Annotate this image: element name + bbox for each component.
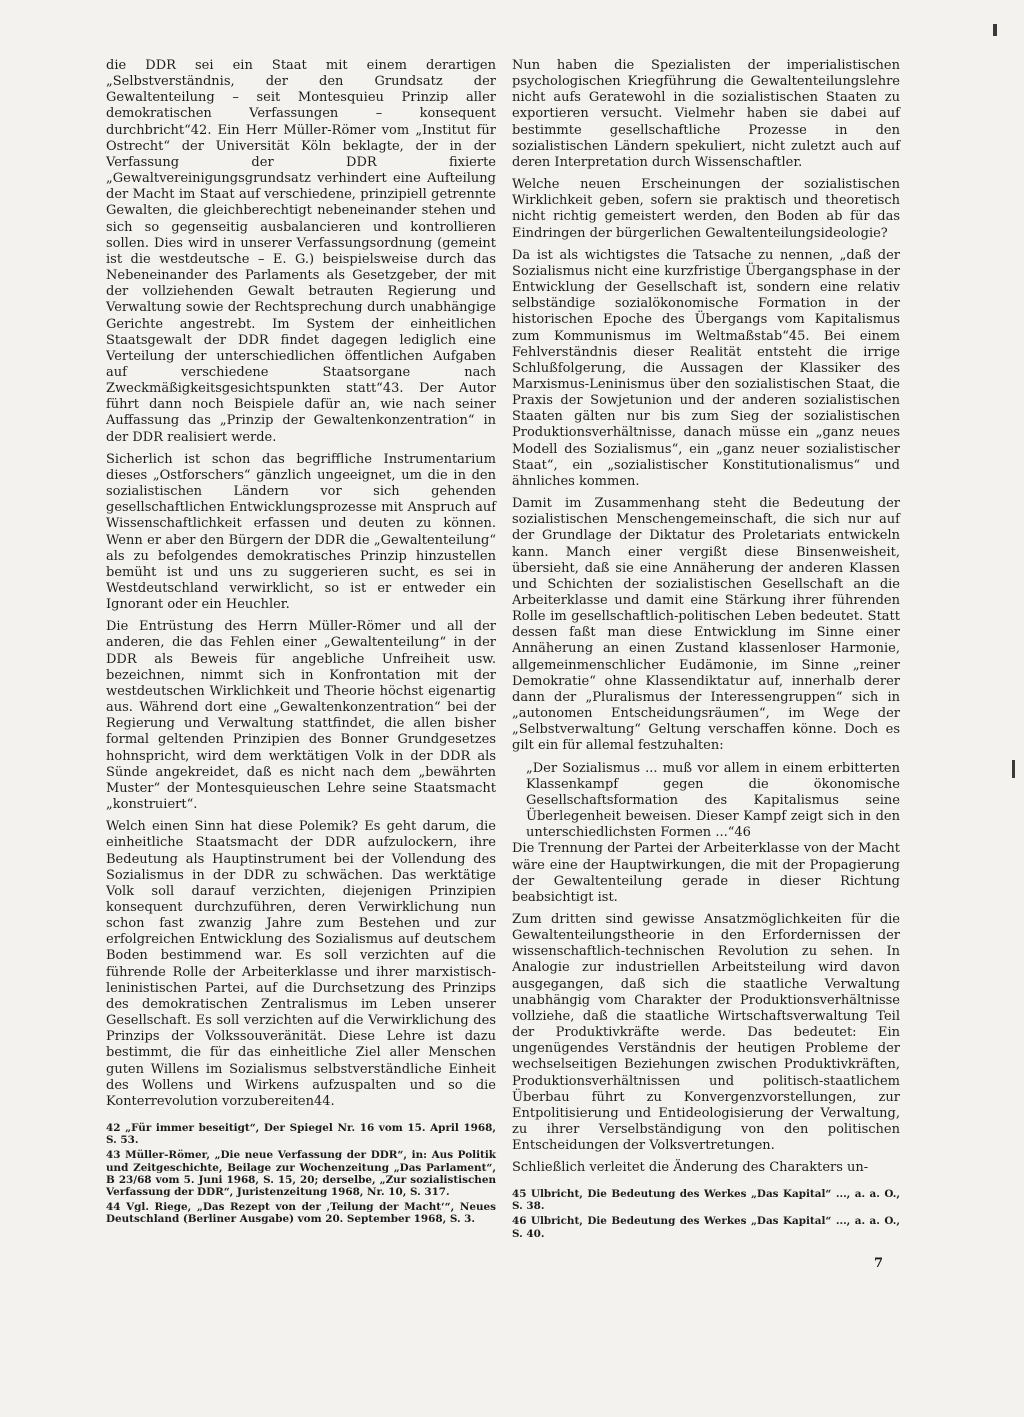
paragraph: Da ist als wichtigstes die Tatsache zu nennen, „daß der Sozialismus nicht eine kurzfristige Übergangsphase in der Entwicklung der Gesellschaft ist, sondern eine relativ selbständige sozialökonomische Formation in der historischen Epoche des Übergangs vom Kapitalismus zum Kommunismus im Weltmaßstab“45. Bei einem Fehlverständnis dieser Realität entsteht die irrige Schlußfolgerung, die Aussagen der Klassiker des Marxismus-Leninismus über den sozialistischen Staat, die Praxis der Sowjetunion und der anderen sozialistischen Staaten gälten nur bis zum Sieg der sozialistischen Produktionsverhältnisse, danach müsse ein „ganz neues Modell des Sozialismus“, ein „ganz neuer sozialistischer Staat“, ein „sozialistischer Konstitutionalismus“ und ähnliches kommen. xyxy=(512,247,900,489)
footnotes-right xyxy=(512,1188,900,1243)
paragraph: Nun haben die Spezialisten der imperialistischen psychologischen Kriegführung die Gewaltenteilungslehre nicht aufs Geratewohl in die sozialistischen Staaten zu exportieren versucht. Vielmehr haben sie dabei auf bestimmte gesellschaftliche Prozesse in den sozialistischen Ländern spekuliert, nicht zuletzt auch auf deren Interpretation durch Wissenschaftler. xyxy=(512,58,900,170)
paragraph: Schließlich verleitet die Änderung des Charakters un- xyxy=(512,1160,869,1176)
footnote-44: 44 Vgl. Riege, „Das Rezept von der ‚Teilung der Macht‘“, Neues Deutschland (Berliner Ausgabe) vom 20. September 1968, S. 3. xyxy=(106,1201,496,1226)
paragraph: Welche neuen Erscheinungen der sozialistischen Wirklichkeit geben, sofern sie praktisch und theoretisch nicht richtig gemeistert werden, den Boden ab für das Eindringen der bürgerlichen Gewaltenteilungsideologie? xyxy=(512,177,900,241)
page-number: 7 xyxy=(874,1256,884,1271)
scan-mark xyxy=(993,24,997,36)
footnotes-left xyxy=(106,1122,496,1229)
paragraph: Sicherlich ist schon das begriffliche Instrumentarium dieses „Ostforschers“ gänzlich ungeeignet, um die in den sozialistischen Ländern vor sich gehenden gesellschaftlichen Entwicklungsprozesse mit Anspruch auf Wissenschaftlichkeit erfassen und deuten zu können. Wenn er aber den Bürgern der DDR die „Gewaltenteilung“ als zu befolgendes demokratisches Prinzip hinzustellen bemüht ist und uns zu suggerieren sucht, es sei in Westdeutschland verwirklicht, so ist er entweder ein Ignorant oder ein Heuchler. xyxy=(106,451,496,613)
footnote-46: 46 Ulbricht, Die Bedeutung des Werkes „Das Kapital“ ..., a. a. O., S. 40. xyxy=(512,1215,900,1240)
paragraph: Zum dritten sind gewisse Ansatzmöglichkeiten für die Gewaltenteilungstheorie in den Erfordernissen der wissenschaftlich-technischen Revolution zu sehen. In Analogie zur industriellen Arbeitsteilung wird davon ausgegangen, daß sich die staatliche Verwaltung unabhängig vom Charakter der Produktionsverhältnisse vollziehe, daß die staatliche Wirtschaftsverwaltung Teil der Produktivkräfte werde. Das bedeutet: Ein ungenügendes Verständnis der heutigen Probleme der wechselseitigen Beziehungen zwischen Produktivkräften, Produktionsverhältnissen und politisch-staatlichem Überbau führt zu Konvergenzvorstellungen, zur Entpolitisierung und Entideologisierung der Verwaltung, zu ihrer Verselbständigung von den politischen Entscheidungen der Volksvertretungen. xyxy=(512,911,900,1154)
scan-mark xyxy=(1012,760,1015,778)
paragraph: Die Trennung der Partei der Arbeiterklasse von der Macht wäre eine der Hauptwirkungen, die mit der Propagierung der Gewaltenteilung gerade in dieser Richtung beabsichtigt ist. xyxy=(512,841,900,905)
block-quote: „Der Sozialismus ... muß vor allem in einem erbitterten Klassenkampf gegen die ökonomische Gesellschaftsformation des Kapitalismus seine Überlegenheit beweisen. Dieser Kampf zeigt sich in den unterschiedlichsten Formen ...“46 xyxy=(526,760,900,841)
paragraph: Damit im Zusammenhang steht die Bedeutung der sozialistischen Menschengemeinschaft, die sich nur auf der Grundlage der Diktatur des Proletariats entwickeln kann. Manch einer vergißt diese Binsenweisheit, übersieht, daß sie eine Annäherung der anderen Klassen und Schichten der sozialistischen Gesellschaft an die Arbeiterklasse und damit eine Stärkung ihrer führenden Rolle im gesellschaftlich-politischen Leben bedeutet. Statt dessen faßt man diese Entwicklung im Sinne einer Annäherung an einen Zustand klassenloser Harmonie, allgemeinmenschlicher Eudämonie, im Sinne „reiner Demokratie“ ohne Klassendiktatur auf, innerhalb derer dann der „Pluralismus der Interessengruppen“ sich in „autonomen Entscheidungsräumen“, im Wege der „Selbstverwaltung“ Geltung verschaffen könne. Doch es gilt ein für allemal festzuhalten: xyxy=(512,496,900,754)
paragraph: Welch einen Sinn hat diese Polemik? Es geht darum, die einheitliche Staatsmacht der DDR aufzulockern, ihre Bedeutung als Hauptinstrument bei der Vollendung des Sozialismus in der DDR zu schwächen. Das werktätige Volk soll darauf verzichten, diejenigen Prinzipien konsequent durchzuführen, deren Verwirklichung nun schon fast zwanzig Jahre zum Bestehen und zur erfolgreichen Entwicklung des Sozialismus auf deutschem Boden bestimmend war. Es soll verzichten auf die führende Rolle der Arbeiterklasse und ihrer marxistisch-leninistischen Partei, auf die Durchsetzung des Prinzips des demokratischen Zentralismus im Leben unserer Gesellschaft. Es soll verzichten auf die Verwirklichung des Prinzips der Volkssouveränität. Diese Lehre ist dazu bestimmt, die für das einheitliche Ziel aller Menschen guten Willens im Sozialismus selbstverständliche Einheit des Wollens und Wirkens aufzuspalten und so die Konterrevolution vorzubereiten44. xyxy=(106,819,496,1109)
footnote-45: 45 Ulbricht, Die Bedeutung des Werkes „Das Kapital“ ..., a. a. O., S. 38. xyxy=(512,1188,900,1213)
right-column xyxy=(512,58,900,1182)
footnote-43: 43 Müller-Römer, „Die neue Verfassung der DDR“, in: Aus Politik und Zeitgeschichte, Beilage zur Wochenzeitung „Das Parlament“, B 23/68 vom 5. Juni 1968, S. 15, 20; derselbe, „Zur sozialistischen Verfassung der DDR“, Juristenzeitung 1968, Nr. 10, S. 317. xyxy=(106,1149,496,1199)
left-column xyxy=(106,58,496,1116)
footnote-42: 42 „Für immer beseitigt“, Der Spiegel Nr. 16 vom 15. April 1968, S. 53. xyxy=(106,1122,496,1147)
paragraph: Die Entrüstung des Herrn Müller-Römer und all der anderen, die das Fehlen einer „Gewaltenteilung“ in der DDR als Beweis für angebliche Unfreiheit usw. bezeichnen, nimmt sich in Konfrontation mit der westdeutschen Wirklichkeit und Theorie höchst eigenartig aus. Während dort eine „Gewaltenkonzentration“ bei der Regierung und Verwaltung stattfindet, die allen bisher formal geltenden Prinzipien des Bonner Grundgesetzes hohnspricht, wird dem werktätigen Volk in der DDR als Sünde angekreidet, daß es nicht nach dem „bewährten Muster“ der Montesquieuschen Lehre seine Staatsmacht „konstruiert“. xyxy=(106,619,496,813)
paragraph: die DDR sei ein Staat mit einem derartigen „Selbstverständnis, der den Grundsatz der Gewaltenteilung – seit Montesquieu Prinzip aller demokratischen Verfassungen – konsequent durchbricht“42. Ein Herr Müller-Römer vom „Institut für Ostrecht“ der Universität Köln beklagte, der in der Verfassung der DDR fixierte „Gewaltvereinigungsgrundsatz verhindert eine Aufteilung der Macht im Staat auf verschiedene, prinzipiell getrennte Gewalten, die gleichberechtigt nebeneinander stehen und sich so gegenseitig ausbalancieren und kontrollieren sollen. Dies wird in unserer Verfassungsordnung (gemeint ist die westdeutsche – E. G.) beispielsweise durch das Nebeneinander des Parlaments als Gesetzgeber, der mit der vollziehenden Gewalt betrauten Regierung und Verwaltung sowie der Rechtsprechung durch unabhängige Gerichte angestrebt. Im System der einheitlichen Staatsgewalt der DDR findet dagegen lediglich eine Verteilung der unterschiedlichen öffentlichen Aufgaben auf verschiedene Staatsorgane nach Zweckmäßigkeitsgesichtspunkten statt“43. Der Autor führt dann noch Beispiele dafür an, wie nach seiner Auffassung das „Prinzip der Gewaltenkonzentration“ in der DDR realisiert werde. xyxy=(106,58,496,445)
